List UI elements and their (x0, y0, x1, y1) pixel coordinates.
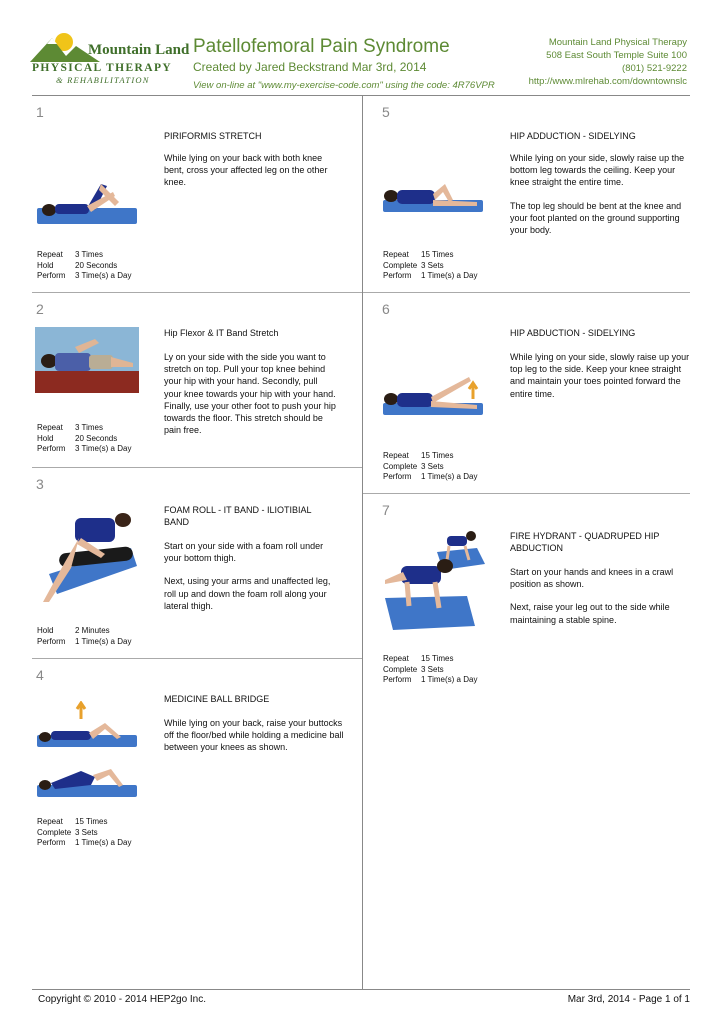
exercise-description: While lying on your side, slowly raise up the bottom leg towards the ceiling. Keep your knee straight the entire time. The top leg should be bent at the knee and your foot planted on the ground supporting your body. (510, 153, 685, 236)
exercise-name: HIP ABDUCTION - SIDELYING (510, 328, 636, 338)
param-row: Complete 3 Sets (383, 664, 444, 674)
page-number: Mar 3rd, 2014 - Page 1 of 1 (567, 994, 690, 1005)
exercise-illustration (35, 327, 139, 393)
page-title: Patellofemoral Pain Syndrome (193, 36, 450, 57)
exercise-description: Start on your hands and knees in a crawl position as shown. Next, raise your leg out to the side while maintaining a stable spine. (510, 567, 674, 625)
param-row: Perform 1 Time(s) a Day (37, 636, 132, 646)
exercise-number: 3 (36, 476, 44, 492)
param-row: Perform 3 Time(s) a Day (37, 444, 132, 453)
copyright: Copyright © 2010 - 2014 HEP2go Inc. (38, 994, 207, 1005)
page-subtitle: Created by Jared Beckstrand Mar 3rd, 2014 (193, 60, 427, 74)
param-row: Hold 20 Seconds (37, 433, 118, 443)
exercise-name: Hip Flexor & IT Band Stretch (164, 328, 279, 338)
exercise-card-7 (378, 494, 690, 694)
exercise-illustration (381, 530, 491, 634)
footer-divider (32, 989, 690, 990)
exercise-params (383, 654, 477, 686)
param-row: Hold 2 Minutes (37, 626, 110, 635)
param-row: Perform 1 Time(s) a Day (383, 271, 478, 280)
param-row: Perform 1 Time(s) a Day (383, 675, 478, 684)
exercise-description: While lying on your back with both knee bent, cross your affected leg on the other knee. (164, 153, 328, 188)
exercise-name: FIRE HYDRANT - QUADRUPED HIP ABDUCTION (510, 531, 660, 553)
logo-line2: & REHABILITATION (56, 75, 150, 85)
exercise-illustration (35, 701, 139, 801)
exercise-number: 7 (382, 502, 390, 518)
param-row: Complete 3 Sets (37, 827, 98, 837)
exercise-params (37, 817, 131, 849)
clinic-url[interactable]: http://www.mlrehab.com/downtownslc (528, 76, 687, 87)
exercise-number: 6 (382, 301, 390, 317)
exercise-name: MEDICINE BALL BRIDGE (164, 694, 270, 704)
exercise-params (383, 250, 477, 282)
exercise-params (37, 250, 131, 282)
exercise-number: 2 (36, 301, 44, 317)
page-header (0, 0, 724, 96)
clinic-address: 508 East South Temple Suite 100 (546, 50, 687, 61)
clinic-info (529, 36, 687, 88)
exercise-number: 1 (36, 104, 44, 120)
exercise-params (37, 626, 131, 647)
exercise-description: Ly on your side with the side you want to stretch on top. Pull your top knee behind your hip with your hand. Secondly, pull your knee towards your hip with your hand. Finally, use your other foot to push your hip towards the floor. This stretch should be pain free. (164, 352, 336, 436)
exercise-number: 4 (36, 667, 44, 683)
clinic-name: Mountain Land Physical Therapy (548, 37, 687, 48)
exercise-description: Start on your side with a foam roll under your bottom thigh. Next, using your arms and unaffected leg, roll up and down the foam roll along your lateral thigh. (164, 541, 331, 611)
exercise-illustration (381, 180, 485, 216)
exercise-description: While lying on your back, raise your buttocks off the floor/bed while holding a medicine ball between your knees as shown. (164, 718, 344, 753)
param-row: Repeat 15 Times (383, 250, 454, 259)
exercise-number: 5 (382, 104, 390, 120)
param-row: Hold 20 Seconds (37, 260, 118, 270)
exercise-card-2 (32, 293, 362, 467)
logo-line1: PHYSICAL THERAPY (32, 62, 173, 74)
exercise-card-1 (32, 96, 362, 292)
exercise-illustration (381, 371, 485, 419)
exercise-params (383, 451, 477, 483)
param-row: Repeat 3 Times (37, 423, 104, 432)
param-row: Repeat 3 Times (37, 250, 104, 259)
param-row: Repeat 15 Times (383, 654, 454, 663)
param-row: Complete 3 Sets (383, 461, 444, 471)
exercise-illustration (35, 508, 139, 604)
param-row: Perform 1 Time(s) a Day (37, 838, 132, 847)
exercise-name: HIP ADDUCTION - SIDELYING (510, 131, 636, 141)
clinic-phone: (801) 521-9222 (622, 63, 687, 74)
exercise-card-4 (32, 659, 362, 989)
exercise-name: PIRIFORMIS STRETCH (164, 131, 262, 141)
exercise-name: FOAM ROLL - IT BAND - ILIOTIBIAL BAND (164, 505, 312, 527)
exercise-card-5 (378, 96, 690, 292)
exercise-illustration (35, 170, 139, 230)
logo-name: Mountain Land (88, 42, 190, 58)
param-row: Repeat 15 Times (383, 451, 454, 460)
param-row: Perform 1 Time(s) a Day (383, 472, 478, 481)
param-row: Complete 3 Sets (383, 260, 444, 270)
column-divider (362, 96, 363, 989)
exercise-description: While lying on your side, slowly raise up your top leg to the side. Keep your knee straight and maintain your toes pointed forward the entire time. (510, 352, 690, 399)
exercise-params (37, 423, 131, 455)
param-row: Perform 3 Time(s) a Day (37, 271, 132, 280)
online-code: View on-line at "www.my-exercise-code.com" using the code: 4R76VPR (193, 80, 495, 91)
param-row: Repeat 15 Times (37, 817, 108, 826)
clinic-logo (30, 30, 190, 90)
exercise-card-6 (378, 293, 690, 493)
exercise-card-3 (32, 468, 362, 658)
